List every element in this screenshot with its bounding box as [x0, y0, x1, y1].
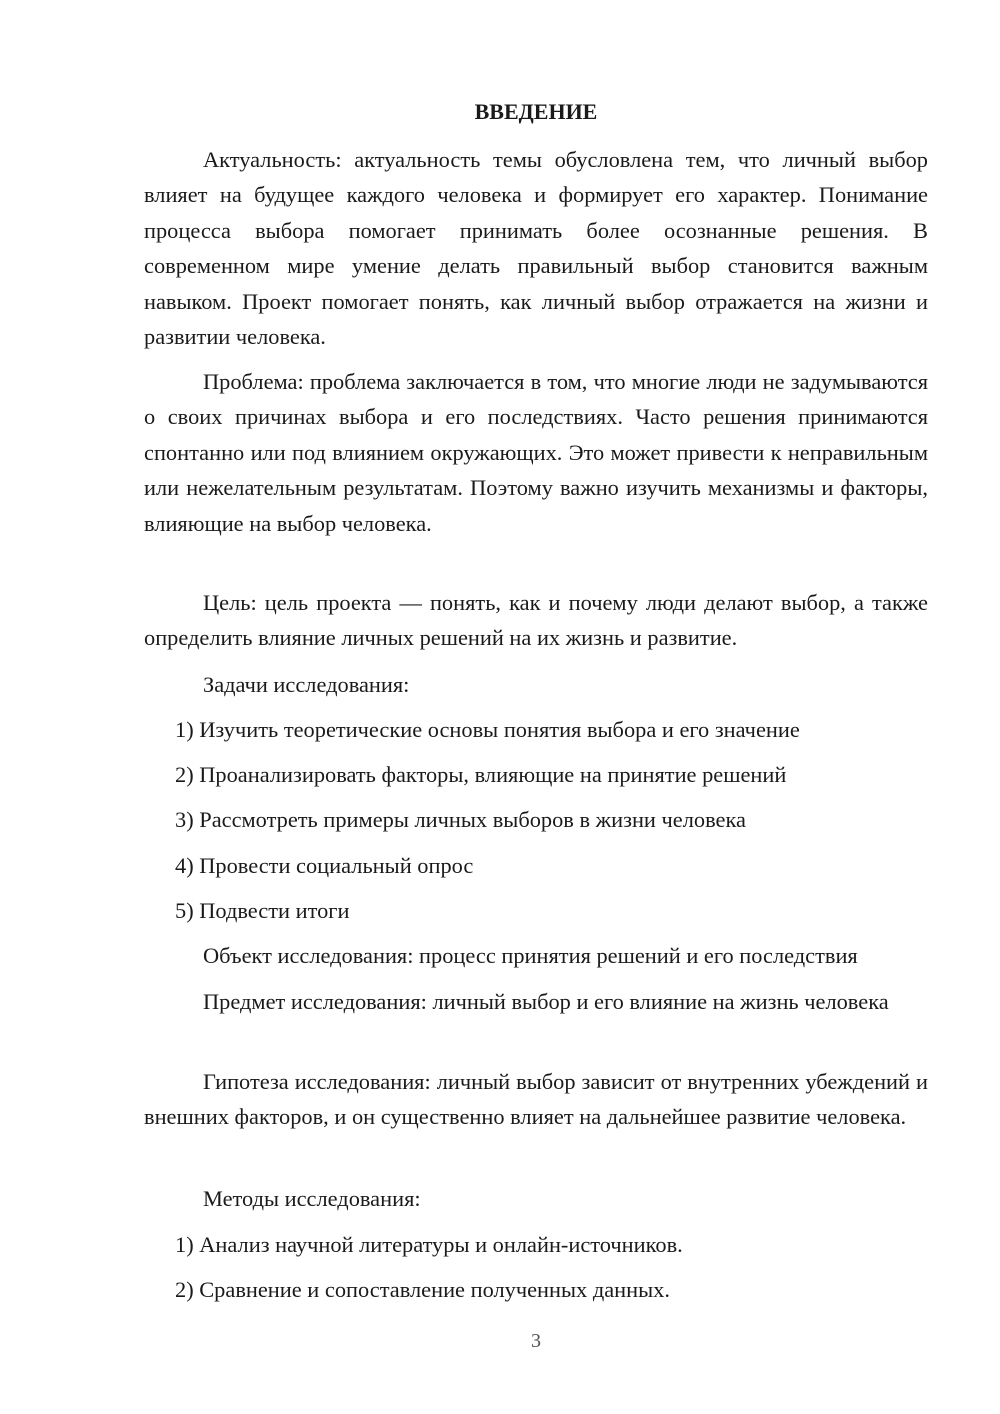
- method-item-1: 1) Анализ научной литературы и онлайн-источников.: [175, 1232, 683, 1257]
- task-item-3: 3) Рассмотреть примеры личных выборов в жизни человека: [175, 807, 746, 832]
- task-item-2: 2) Проанализировать факторы, влияющие на принятие решений: [175, 762, 787, 787]
- page-title: ВВЕДЕНИЕ: [474, 99, 598, 124]
- research-object: Объект исследования: процесс принятия решений и его последствия: [203, 943, 858, 968]
- task-item-4: 4) Провести социальный опрос: [175, 853, 474, 878]
- tasks-heading: Задачи исследования:: [203, 672, 410, 697]
- problem-paragraph: Проблема: проблема заключается в том, что многие люди не задумываются о своих причинах выбора и его последствиях. Часто решения принимаются спонтанно или под влиянием окружающих. Это может привести к неправильным или нежелательным результатам. Поэтому важно изучить механизмы и факторы, влияющие на выбор человека.: [144, 369, 928, 536]
- research-subject: Предмет исследования: личный выбор и его влияние на жизнь человека: [203, 989, 889, 1014]
- goal-paragraph: Цель: цель проекта — понять, как и почему люди делают выбор, а также определить влияние личных решений на их жизнь и развитие.: [144, 590, 928, 651]
- method-item-2: 2) Сравнение и сопоставление полученных данных.: [175, 1277, 670, 1302]
- task-item-1: 1) Изучить теоретические основы понятия выбора и его значение: [175, 717, 800, 742]
- page-number: 3: [531, 1330, 541, 1352]
- relevance-paragraph: Актуальность: актуальность темы обусловлена тем, что личный выбор влияет на будущее каждого человека и формирует его характер. Понимание процесса выбора помогает принимать более осознанные решения. В современном мире умение делать правильный выбор становится важным навыком. Проект помогает понять, как личный выбор отражается на жизни и развитии человека.: [144, 147, 928, 350]
- methods-heading: Методы исследования:: [203, 1186, 421, 1211]
- task-item-5: 5) Подвести итоги: [175, 898, 350, 923]
- research-hypothesis: Гипотеза исследования: личный выбор зависит от внутренних убеждений и внешних факторов, и он существенно влияет на дальнейшее развитие человека.: [144, 1069, 928, 1130]
